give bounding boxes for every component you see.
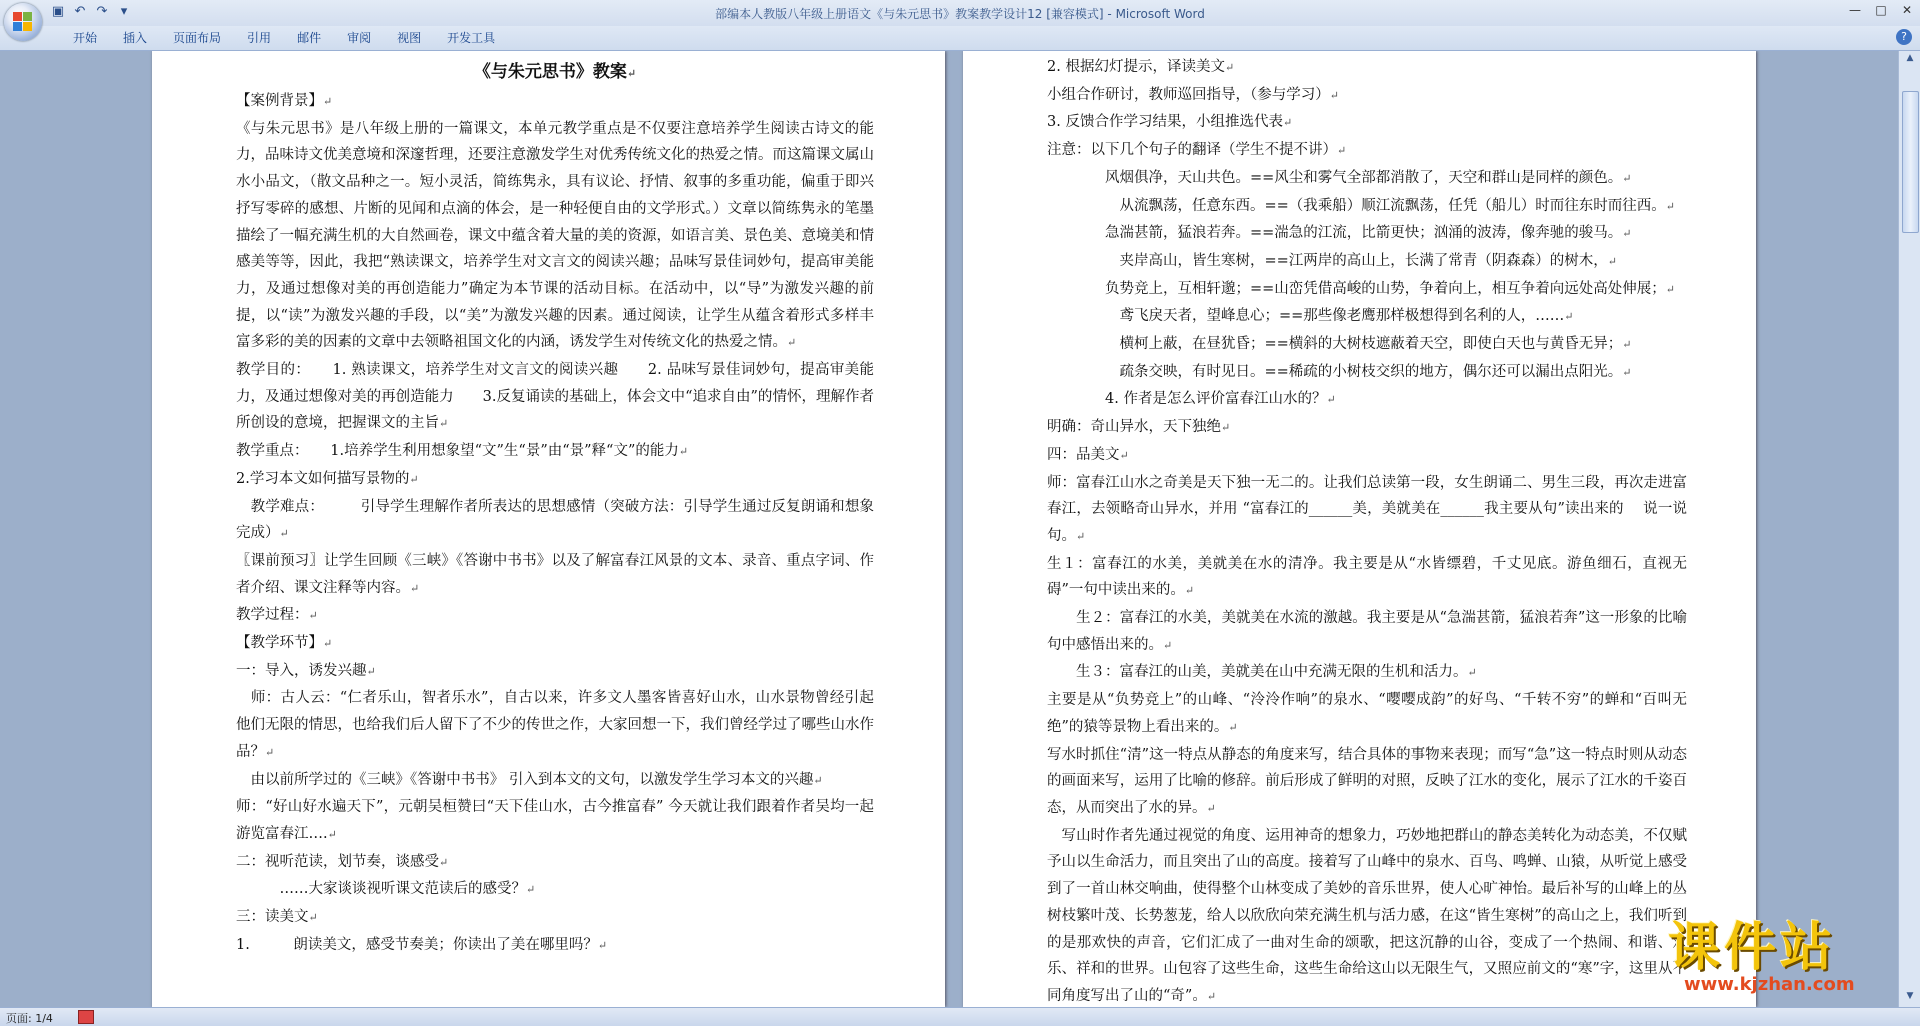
paragraph-mark-icon: ↵ [1622,227,1632,241]
status-bar [0,1007,1920,1026]
paragraph-mark-icon: ↵ [1329,88,1339,102]
close-icon[interactable]: ✕ [1901,3,1913,17]
scroll-down-icon[interactable]: ▼ [1906,991,1914,1001]
page2-paragraph: 写水时抓住“清”这一特点从静态的角度来写，结合具体的事物来表现；而写“急”这一特点时则从动态的画面来写，运用了比喻的修辞。前后形成了鲜明的对照，反映了江水的变化，展示了江水的千姿百态，从而突出了水的异。↵ [1047,746,1687,816]
office-button-icon[interactable] [4,3,42,41]
paragraph-mark-icon: ↵ [1184,584,1195,598]
paragraph-mark-icon: ↵ [678,445,689,459]
paragraph-mark-icon: ↵ [439,417,449,431]
page1-paragraph: 师：古人云：“仁者乐山，智者乐水”，自古以来，许多文人墨客皆喜好山水，山水景物曾经引起他们无限的情思，也给我们后人留下了不少的传世之作，大家回想一下，我们曾经学过了哪些山水作品？↵ [236,690,874,760]
page1-paragraph: 教学重点： 1.培养学生利用想象望“文”生“景”由“景”释“文”的能力↵ [236,443,689,460]
page2-paragraph: 夹岸高山，皆生寒树，==江两岸的高山上，长满了常青（阴森森）的树木，↵ [1047,252,1618,269]
undo-icon[interactable]: ↶ [74,4,86,19]
tab-0[interactable]: 开始 [73,31,98,45]
page2-paragraph: 生３：富春江的山美，美就美在山中充满无限的生机和活力。↵ [1047,664,1477,681]
paragraph-mark-icon: ↵ [410,581,420,595]
ribbon-tab-bar [0,26,1920,51]
page2-paragraph: 小组合作研讨，教师巡回指导，（参与学习）↵ [1047,86,1339,103]
paragraph-mark-icon: ↵ [323,637,333,651]
paragraph-mark-icon: ↵ [1076,529,1086,543]
paragraph-mark-icon: ↵ [813,773,823,787]
paragraph-mark-icon: ↵ [279,527,289,541]
page1-paragraph: 二：视听范读，划节奏，谈感受↵ [236,853,449,870]
paragraph-mark-icon: ↵ [439,855,449,869]
paragraph-mark-icon: ↵ [1665,282,1676,296]
page2-paragraph: 疏条交映，有时见日。==稀疏的小树枝交织的地方，偶尔还可以漏出点阳光。↵ [1047,363,1632,380]
paragraph-mark-icon: ↵ [1224,61,1235,74]
document-title: 《与朱元思书》教案↵ [473,62,637,82]
page2-paragraph: 急湍甚箭，猛浪若奔。==湍急的江流，比箭更快；汹涌的波涛，像奔驰的骏马。↵ [1047,225,1632,242]
page2-paragraph: 注意：以下几个句子的翻译（学生不提不讲）↵ [1047,142,1347,159]
paragraph-mark-icon: ↵ [366,664,376,678]
page2-paragraph: 四：品美文↵ [1047,446,1129,463]
paragraph-mark-icon: ↵ [1665,199,1676,213]
page1-paragraph: 【案例背景】↵ [236,93,333,109]
page1-paragraph: 师：“好山好水遍天下”，元朝吴桓赞曰“天下佳山水，古今推富春” 今天就让我们跟着作者吴均一起游览富春江….↵ [236,799,874,842]
page2-paragraph: 生２：富春江的水美，美就美在水流的激越。我主要是从“急湍甚箭，猛浪若奔”这一形象的比喻句中感悟出来的。↵ [1047,610,1687,653]
page2-paragraph: 4. 作者是怎么评价富春江山水的？↵ [1047,391,1336,408]
watermark-main: 课件站 [1668,918,1837,978]
paragraph-mark-icon: ↵ [1622,338,1632,352]
page-count[interactable]: 页面: 1/4 [6,1012,53,1025]
window-title: 部编本人教版八年级上册语文《与朱元思书》教案教学设计12 [兼容模式] - Microsoft Word [715,7,1205,21]
minimize-icon[interactable]: — [1849,3,1861,17]
scroll-up-icon[interactable]: ▲ [1906,53,1914,63]
paragraph-mark-icon: ↵ [1206,989,1217,1003]
page2-paragraph: 2. 根据幻灯提示，译读美文↵ [1047,59,1235,75]
page2-paragraph: 从流飘荡，任意东西。==（我乘船）顺江流飘荡，任凭（船儿）时而往东时而往西。↵ [1047,197,1676,214]
page1-paragraph: 【教学环节】↵ [236,635,333,652]
paragraph-mark-icon: ↵ [1622,365,1632,379]
page1-paragraph: 教学目的： 1. 熟读课文，培养学生对文言文的阅读兴趣 2. 品味写景佳词妙句，提高审美能力，及通过想像对美的再创造能力 3.反复诵读的基础上，体会文中“追求自由”的情怀，理解作者所创设的意境，把握课文的主旨↵ [236,362,874,432]
paragraph-mark-icon: ↵ [1622,171,1632,185]
tab-3[interactable]: 引用 [247,31,272,45]
paragraph-mark-icon: ↵ [526,883,536,897]
paragraph-mark-icon: ↵ [1119,448,1129,462]
page-1-text [236,58,874,960]
page1-paragraph: 2.学习本文如何描写景物的↵ [236,470,419,487]
paragraph-mark-icon: ↵ [597,938,608,952]
tab-5[interactable]: 审阅 [347,31,372,45]
page1-paragraph: ……大家谈谈视听课文范读后的感受？↵ [236,881,536,898]
tab-1[interactable]: 插入 [123,31,148,45]
paragraph-mark-icon: ↵ [265,745,275,759]
paragraph-mark-icon: ↵ [787,336,797,350]
paragraph-mark-icon: ↵ [1326,393,1336,407]
page2-paragraph: 明确：奇山异水，天下独绝↵ [1047,419,1231,436]
page-2-text [1047,54,1687,1007]
page2-paragraph: 写山时作者先通过视觉的角度、运用神奇的想象力，巧妙地把群山的静态美转化为动态美，不仅赋予山以生命活力，而且突出了山的高度。接着写了山峰中的泉水、百鸟、鸣蝉、山猿，从听觉上感受到了一首山林交响曲，使得整个山林变成了美妙的音乐世界，使人心旷神怡。最后补写的山峰上的丛树枝繁叶茂、长势葱茏，给人以欣欣向荣充满生机与活力感，在这“皆生寒树”的高山之上，我们听到的是那欢快的声音，它们汇成了一曲对生命的颂歌，把这沉静的山谷，变成了一个热闹、和谐、欢乐、祥和的世界。山包容了这些生命，这些生命给这山以无限生气，又照应前文的“寒”字，这里从不同角度写出了山的“奇”。↵ [1047,827,1687,1004]
watermark-logo [1668,920,1908,1006]
page2-paragraph: 负势竞上，互相轩邈；==山峦凭借高峻的山势，争着向上，相互争着向远处高处伸展；↵ [1047,280,1676,297]
paragraph-mark-icon: ↵ [1221,421,1231,435]
page1-paragraph: 一：导入，诱发兴趣↵ [236,662,376,679]
page1-paragraph: 教学过程：↵ [236,607,318,624]
page2-paragraph: 横柯上蔽，在昼犹昏；==横斜的大树枝遮蔽着天空，即使白天也与黄昏无异；↵ [1047,336,1632,353]
paragraph-mark-icon: ↵ [1206,801,1216,815]
paragraph-mark-icon: ↵ [1337,144,1347,158]
paragraph-mark-icon: ↵ [327,827,337,841]
document-workspace[interactable] [0,51,1898,1007]
window-controls [1842,0,1920,20]
page2-paragraph: 生１：富春江的水美，美就美在水的清净。我主要是从“水皆缥碧，千丈见底。游鱼细石，直视无碍”一句中读出来的。↵ [1047,555,1687,599]
paragraph-mark-icon: ↵ [1228,720,1238,734]
tab-4[interactable]: 邮件 [297,31,322,45]
tab-7[interactable]: 开发工具 [447,31,496,45]
paragraph-mark-icon: ↵ [1607,254,1618,268]
paragraph-mark-icon: ↵ [1564,310,1574,324]
paragraph-mark-icon: ↵ [1467,666,1477,680]
document-page-2[interactable] [963,51,1756,1007]
page1-paragraph: 〖课前预习〗让学生回顾《三峡》《答谢中书书》以及了解富春江风景的文本、录音、重点字词、作者介绍、课文注释等内容。↵ [236,552,874,596]
page2-paragraph: 主要是从“负势竞上”的山峰、“泠泠作响”的泉水、“嘤嘤成韵”的好鸟、“千转不穷”的蝉和“百叫无绝”的猿等景物上看出来的。↵ [1047,692,1687,735]
help-icon[interactable]: ? [1896,29,1912,45]
page2-paragraph: 3. 反馈合作学习结果，小组推选代表↵ [1047,114,1293,131]
page1-paragraph: 由以前所学过的《三峡》《答谢中书书》 引入到本文的文句，以激发学生学习本文的兴趣↵ [236,771,823,788]
paragraph-mark-icon: ↵ [1282,116,1293,130]
maximize-icon[interactable]: □ [1875,3,1887,17]
page2-paragraph: 师：富春江山水之奇美是天下独一无二的。让我们总读第一段，女生朗诵二、男生三段，再次走进富春江，去领略奇山异水，并用 “富春江的______美，美就美在______我主要从句”读出来的 说一说句。↵ [1047,474,1687,544]
vertical-scrollbar[interactable] [1898,51,1920,1007]
page1-paragraph: 三：读美文↵ [236,909,318,926]
page2-paragraph: 风烟俱净，天山共色。==风尘和雾气全部都消散了，天空和群山是同样的颜色。↵ [1047,169,1632,186]
customize-toolbar-icon[interactable]: ▾ [120,4,128,19]
paragraph-mark-icon: ↵ [626,67,637,80]
scroll-thumb[interactable] [1902,91,1919,233]
redo-icon[interactable]: ↷ [96,4,108,19]
tab-2[interactable]: 页面布局 [173,31,222,45]
tab-6[interactable]: 视图 [397,31,422,45]
page1-paragraph: 《与朱元思书》是八年级上册的一篇课文，本单元教学重点是不仅要注意培养学生阅读古诗文的能力，品味诗文优美意境和深邃哲理，还要注意激发学生对优秀传统文化的热爱之情。而这篇课文属山水小品文，（散文品种之一。短小灵活，简练隽永，具有议论、抒情、叙事的多重功能，偏重于即兴抒写零碎的感想、片断的见闻和点滴的体会，是一种轻便自由的文学形式。）文章以简练隽永的笔墨描绘了一幅充满生机的大自然画卷，课文中蕴含着大量的美的资源，如语言美、景色美、意境美和情感美等等，因此，我把“熟读课文，培养学生对文言文的阅读兴趣；品味写景佳词妙句，提高审美能力，及通过想像对美的再创造能力”确定为本节课的活动目标。在活动中，以“导”为激发兴趣的前提，以“读”为激发兴趣的手段，以“美”为激发兴趣的因素。通过阅读，让学生从蕴含着形式多样丰富多彩的美的因素的文章中去领略祖国文化的内涵，诱发学生对传统文化的热爱之情。↵ [236,120,874,351]
proofing-icon[interactable] [78,1010,94,1024]
page1-paragraph: 教学难点： 引导学生理解作者所表达的思想感情（突破方法：引导学生通过反复朗诵和想象完成）↵ [236,498,874,542]
watermark-url: www.kjzhan.com [1684,974,1855,995]
page2-paragraph: 鸢飞戾天者，望峰息心；==那些像老鹰那样极想得到名利的人，……↵ [1047,308,1574,325]
save-icon[interactable]: ▣ [51,4,65,19]
page1-paragraph: 1. 朗读美文，感受节奏美；你读出了美在哪里吗？↵ [236,936,608,953]
document-page-1[interactable] [152,51,945,1007]
paragraph-mark-icon: ↵ [409,472,419,486]
paragraph-mark-icon: ↵ [323,95,333,108]
paragraph-mark-icon: ↵ [1163,638,1173,652]
paragraph-mark-icon: ↵ [308,609,318,623]
paragraph-mark-icon: ↵ [308,911,318,925]
title-bar [0,0,1920,26]
